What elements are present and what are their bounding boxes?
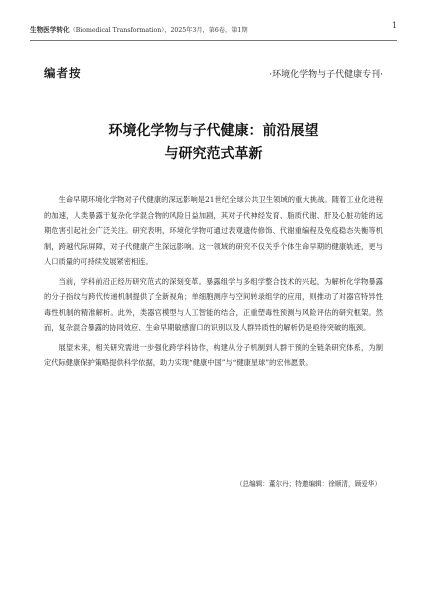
title-line-1: 环境化学物与子代健康：前沿展望 <box>108 123 319 139</box>
paragraph-1: 生命早期环境化学物对子代健康的深远影响是21世纪全球公共卫生领域的重大挑战。随着工业化进程的加速，人类暴露于复杂化学混合物的风险日益加剧，其对子代神经发育、脂质代谢、肝及心脏功能的远期危害引起社会广泛关注。研究表明，环境化学物可通过表观遗传修饰、代谢重编程及免疫稳态失衡等机制，跨越代际屏障，对子代健康产生深远影响。这一领域的研究不仅关乎个体生命早期的健康轨迹，更与人口质量的可持续发展紧密相连。 <box>44 195 383 266</box>
editor-credits: （总编辑：董尔丹；特邀编辑：徐顺清，顾爱华） <box>235 480 381 488</box>
paragraph-2: 当前，学科前沿正经历研究范式的深刻变革。暴露组学与多组学整合技术的兴起，为解析化学物暴露的分子指纹与跨代传递机制提供了全新视角；单细胞测序与空间转录组学的应用，则推动了对器官特异性毒性机制的精准解析。此外，类器官模型与人工智能的结合，正重塑毒性预测与风险评估的研究框架。然而，复杂混合暴露的协同效应、生命早期敏感窗口的识别以及人群异质性的解析仍是亟待突破的瓶颈。 <box>44 276 383 332</box>
title-line-2: 与研究范式革新 <box>164 146 263 162</box>
journal-citation: （Biomedical Transformation），2025年3月，第6卷，第1期 <box>69 27 248 34</box>
journal-name: 生物医学转化 <box>30 26 70 34</box>
running-header <box>30 24 397 34</box>
series-label: ·环境化学物与子代健康专刊· <box>269 70 383 80</box>
page-number: 1 <box>391 21 397 30</box>
header-divider <box>30 40 397 41</box>
paragraph-3: 展望未来，相关研究需进一步强化跨学科协作，构建从分子机制到人群干预的全链条研究体系，为制定代际健康保护策略提供科学依据，助力实现“健康中国”与“健康星球”的宏伟愿景。 <box>44 342 383 367</box>
section-label: 编者按 <box>44 66 82 80</box>
article-title <box>0 120 427 166</box>
article-body <box>44 192 383 375</box>
